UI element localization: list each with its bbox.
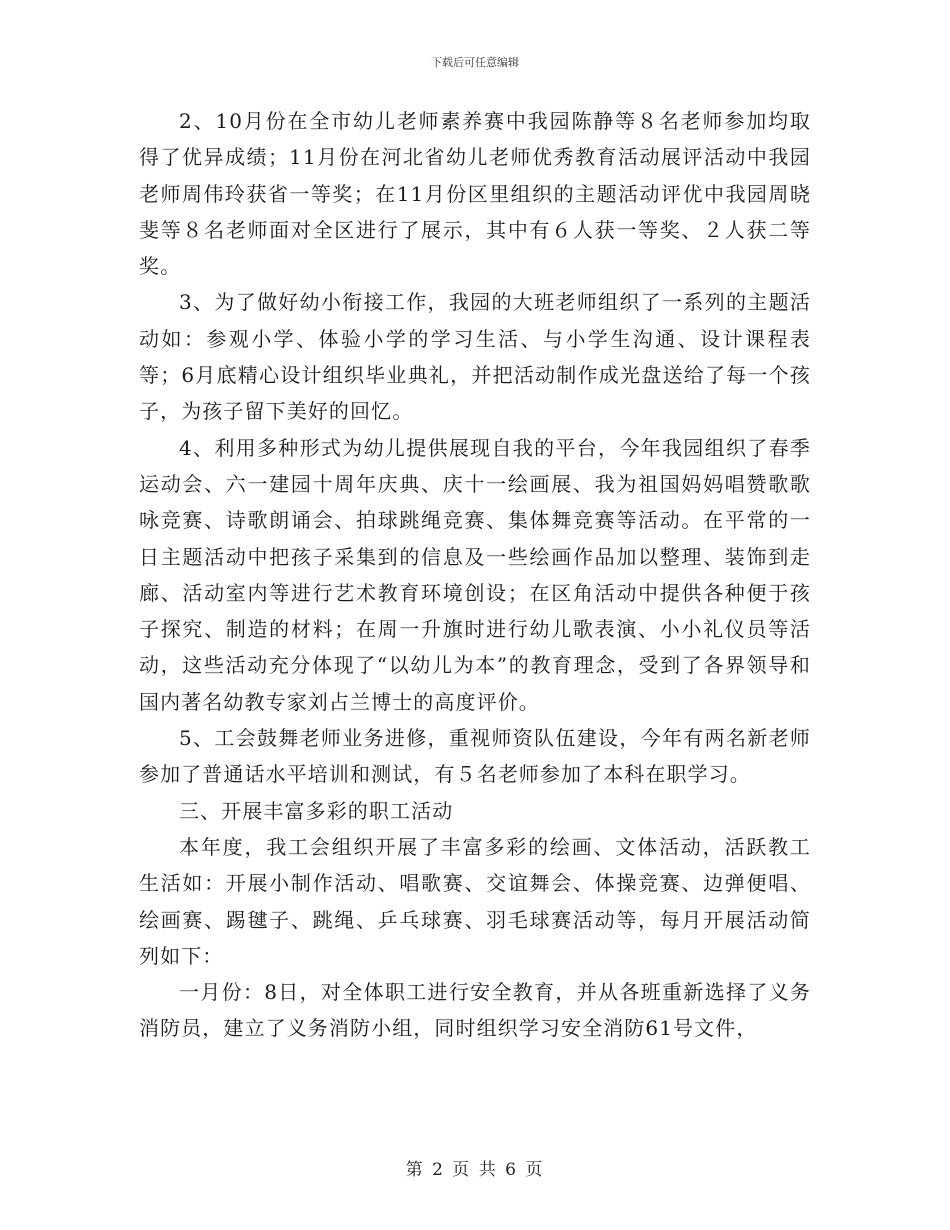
document-body bbox=[139, 103, 811, 1047]
paragraph-january: 一月份：8日，对全体职工进行安全教育，并从各班重新选择了义务消防员，建立了义务消防小组，同时组织学习安全消防61号文件， bbox=[139, 980, 811, 1041]
paragraph-item-3: 3、为了做好幼小衔接工作，我园的大班老师组织了一系列的主题活动如：参观小学、体验小学的学习生活、与小学生沟通、设计课程表等；6月底精心设计组织毕业典礼，并把活动制作成光盘送给了每一个孩子，为孩子留下美好的回忆。 bbox=[139, 290, 811, 424]
paragraph-item-4: 4、利用多种形式为幼儿提供展现自我的平台，今年我园组织了春季运动会、六一建园十周年庆典、庆十一绘画展、我为祖国妈妈唱赞歌歌咏竞赛、诗歌朗诵会、拍球跳绳竞赛、集体舞竞赛等活动。在平常的一日主题活动中把孩子采集到的信息及一些绘画作品加以整理、装饰到走廊、活动室内等进行艺术教育环境创设；在区角活动中提供各种便于孩子探究、制造的材料；在周一升旗时进行幼儿歌表演、小小礼仪员等活动，这些活动充分体现了“以幼儿为本”的教育理念，受到了各界领导和国内著名幼教专家刘占兰博士的高度评价。 bbox=[139, 435, 811, 714]
paragraph-item-2: 2、10月份在全市幼儿老师素养赛中我园陈静等８名老师参加均取得了优异成绩；11月份在河北省幼儿老师优秀教育活动展评活动中我园老师周伟玲获省一等奖；在11月份区里组织的主题活动评优中我园周晓斐等８名老师面对全区进行了展示，其中有６人获一等奖、２人获二等奖。 bbox=[139, 109, 811, 279]
paragraph-activities-intro: 本年度，我工会组织开展了丰富多彩的绘画、文体活动，活跃教工生活如：开展小制作活动、唱歌赛、交谊舞会、体操竞赛、边弹便唱、绘画赛、踢毽子、跳绳、乒乓球赛、羽毛球赛活动等，每月开展活动简列如下： bbox=[139, 834, 811, 968]
section-heading: 三、开展丰富多彩的职工活动 bbox=[179, 798, 454, 823]
page-header: 下载后可任意编辑 bbox=[431, 56, 519, 69]
paragraph-item-5: 5、工会鼓舞老师业务进修，重视师资队伍建设，今年有两名新老师参加了普通话水平培训和测试，有５名老师参加了本科在职学习。 bbox=[139, 726, 811, 787]
page-number: 第 2 页 共 6 页 bbox=[405, 1160, 545, 1180]
